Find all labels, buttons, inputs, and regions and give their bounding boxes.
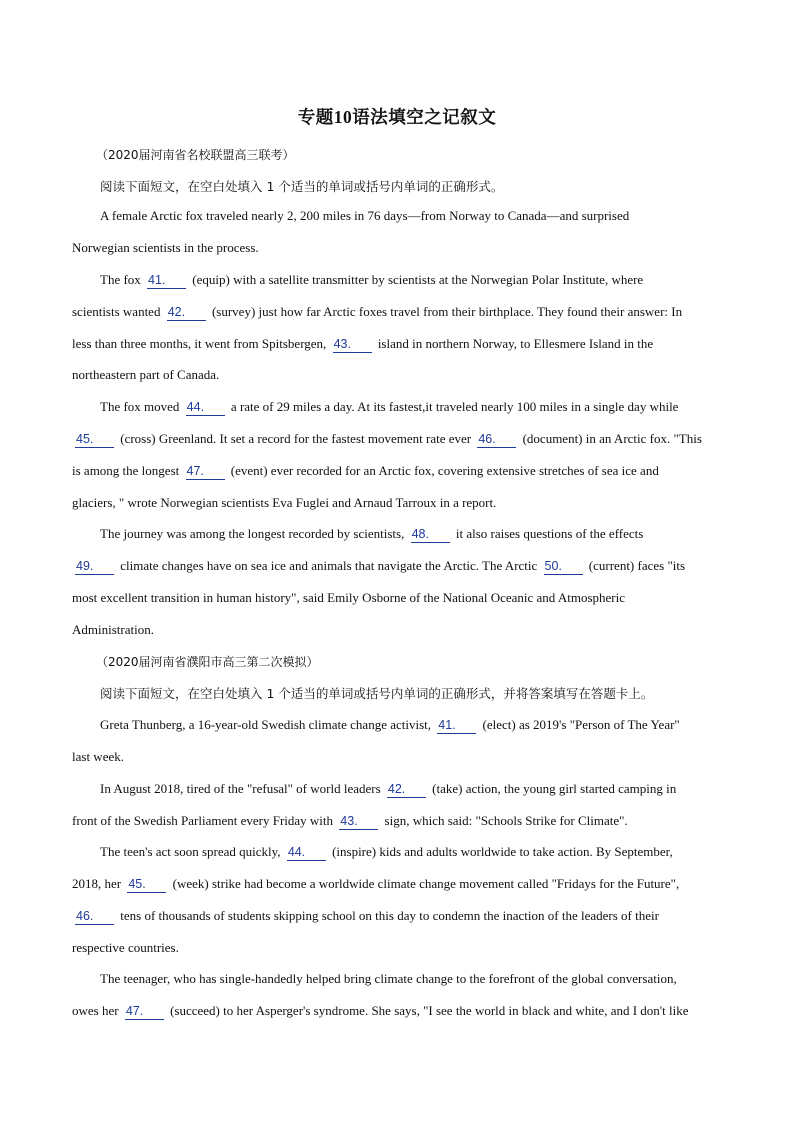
passage-text: a rate of 29 miles a day. At its fastest,it traveled nearly 100 miles in a single day while xyxy=(227,399,679,414)
page-title: 专题10语法填空之记叙文 xyxy=(297,107,497,127)
passage-line xyxy=(72,939,179,957)
passage-line xyxy=(72,303,682,321)
passage-text: owes her xyxy=(72,1003,122,1018)
blank-number: 42. xyxy=(387,782,426,798)
instruction-text: 阅读下面短文，在空白处填入 1 个适当的单词或括号内单词的正确形式。 xyxy=(100,179,504,194)
passage-text: 2018, her xyxy=(72,876,125,891)
passage-text: The teenager, who has single-handedly helped bring climate change to the forefront of the global conversation, xyxy=(100,971,677,986)
passage-text: climate changes have on sea ice and animals that navigate the Arctic. The Arctic xyxy=(117,558,541,573)
passage-line xyxy=(72,462,659,480)
blank-number: 47. xyxy=(125,1004,164,1020)
blank-number: 45. xyxy=(75,432,114,448)
passage-line xyxy=(72,589,625,607)
passage-text: The fox xyxy=(100,272,145,287)
passage-text: The teen's act soon spread quickly, xyxy=(100,844,284,859)
passage-line xyxy=(72,748,124,766)
passage-line xyxy=(100,207,629,225)
passage-line xyxy=(72,366,219,384)
blank-number: 46. xyxy=(477,432,516,448)
passage-text: tens of thousands of students skipping school on this day to condemn the inaction of the leaders of their xyxy=(117,908,659,923)
passage-text: The fox moved xyxy=(100,399,183,414)
source-note: （2020届河南省名校联盟高三联考） xyxy=(96,148,295,162)
blank-number: 50. xyxy=(544,559,583,575)
passage-text: (cross) Greenland. It set a record for the fastest movement rate ever xyxy=(117,431,475,446)
passage-text: less than three months, it went from Spitsbergen, xyxy=(72,336,330,351)
passage-text: Norwegian scientists in the process. xyxy=(72,240,259,255)
passage-text: The journey was among the longest recorded by scientists, xyxy=(100,526,408,541)
blank-number: 42. xyxy=(167,305,206,321)
passage-line xyxy=(72,239,259,257)
passage-text: (succeed) to her Asperger's syndrome. She says, "I see the world in black and white, and I don't like xyxy=(166,1003,689,1018)
blank-number: 41. xyxy=(437,718,476,734)
passage-text: (take) action, the young girl started camping in xyxy=(428,781,677,796)
passage-line xyxy=(100,843,673,861)
blank-number: 47. xyxy=(186,464,225,480)
passage-text: In August 2018, tired of the "refusal" of world leaders xyxy=(100,781,384,796)
passage-line xyxy=(72,907,659,925)
passage-text: is among the longest xyxy=(72,463,183,478)
passage-text: (survey) just how far Arctic foxes travel from their birthplace. They found their answer: In xyxy=(208,304,683,319)
blank-number: 44. xyxy=(186,400,225,416)
source-note: （2020届河南省濮阳市高三第二次模拟） xyxy=(96,655,319,669)
passage-text: Greta Thunberg, a 16-year-old Swedish climate change activist, xyxy=(100,717,435,732)
passage-line xyxy=(100,271,643,289)
passage-text: front of the Swedish Parliament every Friday with xyxy=(72,813,337,828)
blank-number: 43. xyxy=(339,814,378,830)
passage-text: (event) ever recorded for an Arctic fox, covering extensive stretches of sea ice and xyxy=(227,463,659,478)
passage-text: it also raises questions of the effects xyxy=(452,526,644,541)
passage-text: sign, which said: "Schools Strike for Climate". xyxy=(381,813,628,828)
blank-number: 41. xyxy=(147,273,186,289)
passage-text: (current) faces "its xyxy=(585,558,686,573)
blank-number: 46. xyxy=(75,909,114,925)
passage-text: (inspire) kids and adults worldwide to take action. By September, xyxy=(328,844,673,859)
passage-line xyxy=(72,335,653,353)
passage-line xyxy=(72,557,685,575)
passage-line xyxy=(72,430,702,448)
passage-line xyxy=(72,621,154,639)
blank-number: 48. xyxy=(411,527,450,543)
blank-number: 45. xyxy=(127,877,166,893)
passage-text: (equip) with a satellite transmitter by scientists at the Norwegian Polar Institute, where xyxy=(189,272,644,287)
passage-line xyxy=(72,875,679,893)
passage-line xyxy=(100,525,643,543)
passage-text: (elect) as 2019's "Person of The Year" xyxy=(479,717,680,732)
passage-line xyxy=(100,970,677,988)
passage-text: glaciers, " wrote Norwegian scientists Eva Fuglei and Arnaud Tarroux in a report. xyxy=(72,495,497,510)
passage-line xyxy=(100,716,680,734)
passage-text: northeastern part of Canada. xyxy=(72,367,220,382)
passage-text: scientists wanted xyxy=(72,304,164,319)
blank-number: 44. xyxy=(287,845,326,861)
passage-text: A female Arctic fox traveled nearly 2, 200 miles in 76 days—from Norway to Canada—and surprised xyxy=(100,208,630,223)
instruction-text: 阅读下面短文，在空白处填入 1 个适当的单词或括号内单词的正确形式，并将答案填写在答题卡上。 xyxy=(100,686,654,701)
passage-text: most excellent transition in human history", said Emily Osborne of the National Oceanic and Atmospheric xyxy=(72,590,625,605)
passage-text: Administration. xyxy=(72,622,154,637)
passage-text: island in northern Norway, to Ellesmere Island in the xyxy=(374,336,654,351)
passage-line xyxy=(100,398,678,416)
passage-text: last week. xyxy=(72,749,124,764)
passage-line xyxy=(72,1002,689,1020)
passage-text: (week) strike had become a worldwide climate change movement called "Fridays for the Future", xyxy=(169,876,680,891)
passage-text: (document) in an Arctic fox. "This xyxy=(519,431,702,446)
passage-line xyxy=(100,780,676,798)
passage-text: respective countries. xyxy=(72,940,179,955)
blank-number: 43. xyxy=(333,337,372,353)
passage-line xyxy=(72,494,496,512)
blank-number: 49. xyxy=(75,559,114,575)
passage-line xyxy=(72,812,628,830)
